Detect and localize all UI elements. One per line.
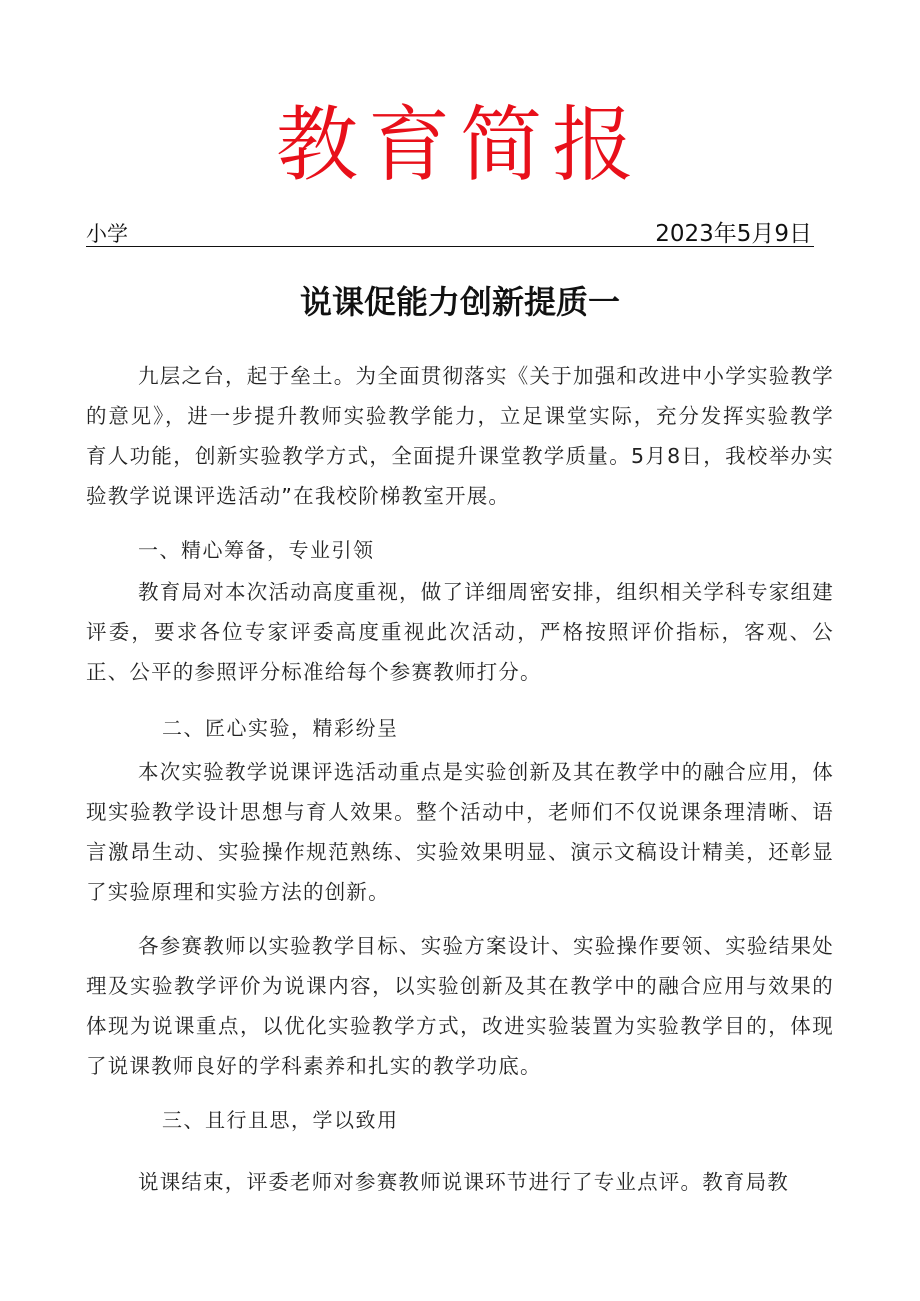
paragraph-intro: 九层之台，起于垒土。为全面贯彻落实《关于加强和改进中小学实验教学的意见》，进一步提升教师实验教学能力，立足课堂实际，充分发挥实验教学育人功能，创新实验教学方式，全面提升课堂教学质量。5月8日，我校举办实验教学说课评选活动”在我校阶梯教室开展。 [86,364,834,508]
section-heading-2: 二、匠心实验，精彩纷呈 [162,716,399,740]
issue-date: 2023年5月9日 [655,221,812,247]
masthead-title: 教育简报 [275,98,644,193]
section-heading-1: 一、精心筹备，专业引领 [138,538,375,562]
school-name: 小学 [86,222,128,246]
paragraph-section-3: 说课结束，评委老师对参赛教师说课环节进行了专业点评。教育局教 [138,1170,789,1194]
article-headline: 说课促能力创新提质一 [299,283,620,321]
paragraph-section-1: 教育局对本次活动高度重视，做了详细周密安排，组织相关学科专家组建评委，要求各位专家评委高度重视此次活动，严格按照评价指标，客观、公正、公平的参照评分标准给每个参赛教师打分。 [86,580,834,684]
masthead-meta-line [86,222,814,247]
paragraph-section-2b: 各参赛教师以实验教学目标、实验方案设计、实验操作要领、实验结果处理及实验教学评价为说课内容，以实验创新及其在教学中的融合应用与效果的体现为说课重点，以优化实验教学方式，改进实验装置为实验教学目的，体现了说课教师良好的学科素养和扎实的教学功底。 [86,934,834,1078]
section-heading-3: 三、且行且思，学以致用 [162,1108,399,1132]
paragraph-section-2a: 本次实验教学说课评选活动重点是实验创新及其在教学中的融合应用，体现实验教学设计思想与育人效果。整个活动中，老师们不仅说课条理清晰、语言激昂生动、实验操作规范熟练、实验效果明显、演示文稿设计精美，还彰显了实验原理和实验方法的创新。 [86,760,834,904]
